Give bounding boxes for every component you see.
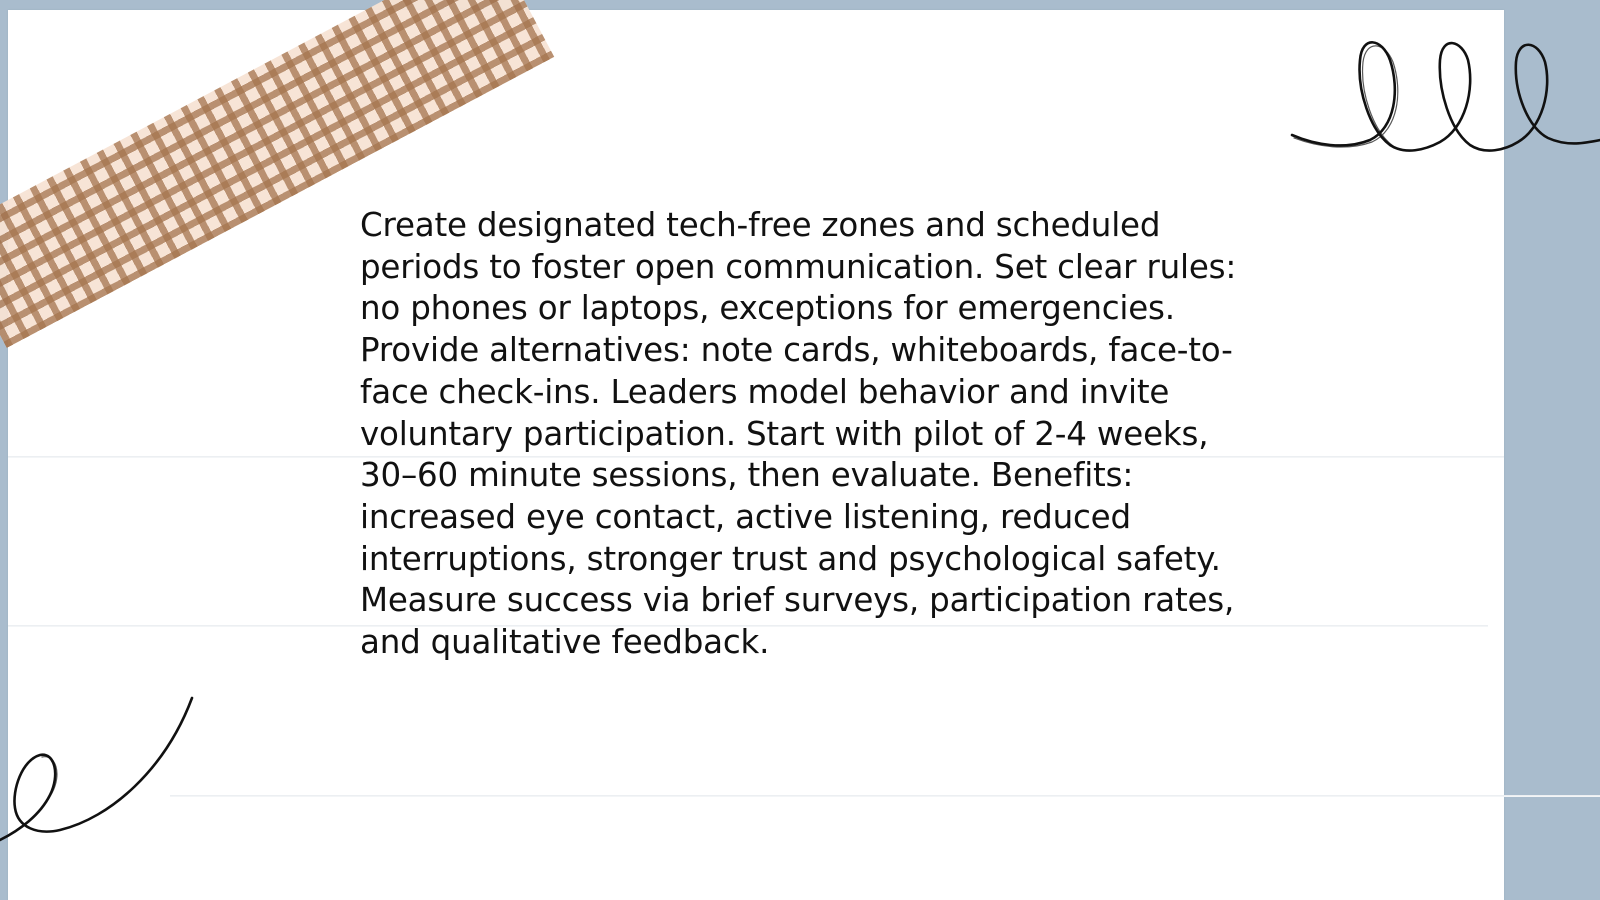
body-text: Create designated tech-free zones and scheduled periods to foster open communication. Set clear rules: no phones or laptops, exceptions for emergencies. Provide alternatives: note cards, whiteboards, face-to-face check-ins. Leaders model behavior and invite voluntary participation. Start with pilot of 2-4 weeks, 30–60 minute sessions, then evaluate. Benefits: increased eye contact, active listening, reduced interruptions, stronger trust and psychological safety. Measure success via brief surveys, participation rates, and qualitative feedback. [360, 206, 1237, 662]
swash-squiggle-icon [0, 690, 200, 850]
paper-fold-line [170, 795, 1600, 797]
loop-squiggle-icon [1290, 30, 1600, 165]
